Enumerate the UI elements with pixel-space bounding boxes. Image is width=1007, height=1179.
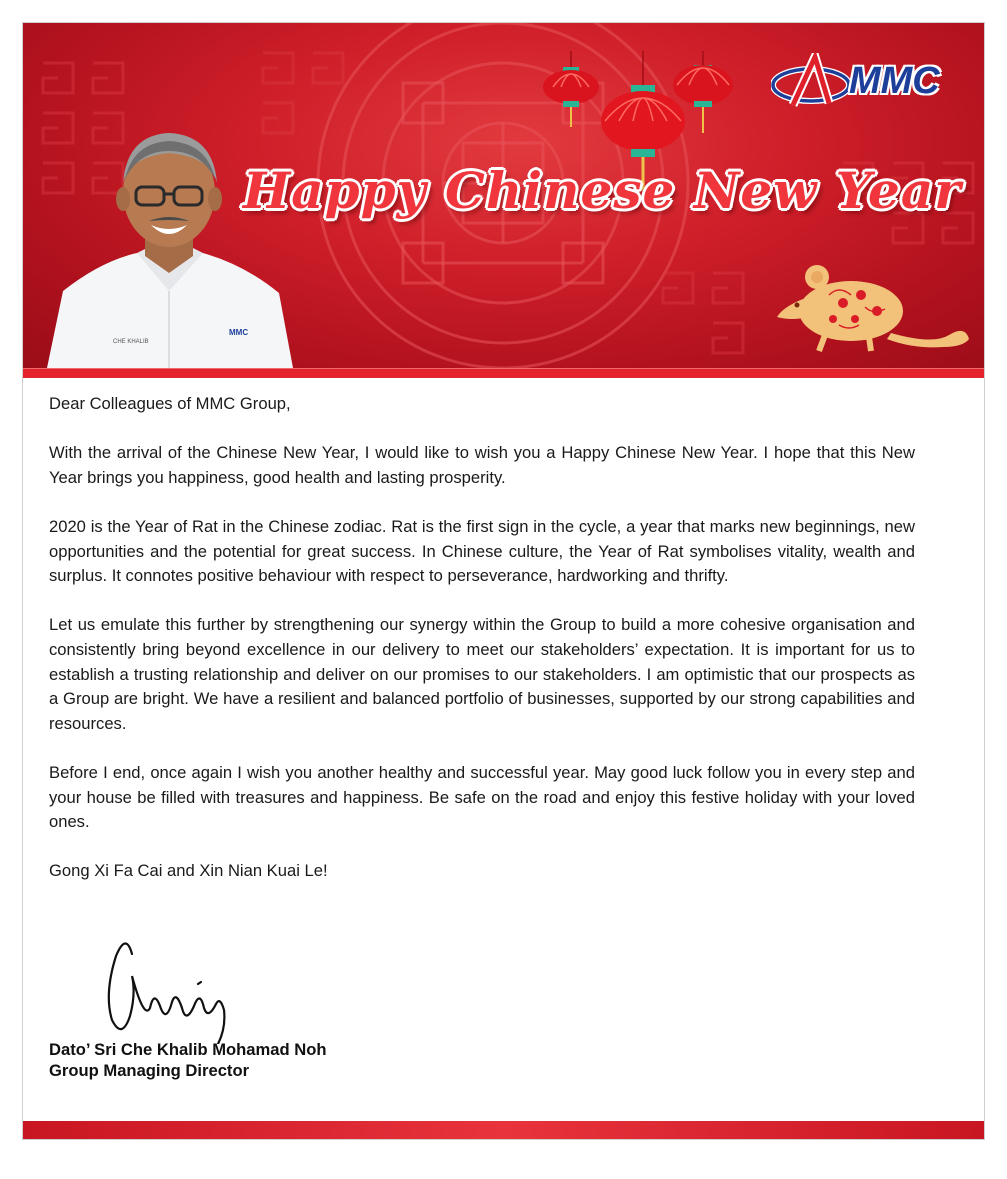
- signer-title: Group Managing Director: [49, 1061, 250, 1080]
- paragraph-4: Before I end, once again I wish you another healthy and successful year. May good luck follow you in every step and your house be filled with treasures and happiness. Be safe on the road and enjoy this festive holiday with your loved ones.: [49, 762, 915, 832]
- shirt-logo-text: MMC: [229, 328, 249, 337]
- mmc-logo-text: MMC: [849, 60, 940, 102]
- letter-body: [49, 392, 915, 908]
- banner-divider-strip: [23, 368, 984, 378]
- festive-banner: [23, 23, 984, 368]
- signer-block: [49, 1039, 327, 1081]
- paragraph-2: 2020 is the Year of Rat in the Chinese zodiac. Rat is the first sign in the cycle, a year that marks new beginnings, new opportunities and the potential for great success. In Chinese culture, the Year of Rat symbolises vitality, wealth and surplus. It connotes positive behaviour with respect to perseverance, hardworking and thrifty.: [49, 516, 915, 586]
- shirt-name-text: CHE KHALIB: [113, 339, 149, 345]
- greeting-title: Happy Chinese New Year: [243, 161, 962, 220]
- rat-illustration: [773, 255, 973, 355]
- paragraph-3: Let us emulate this further by strengthening our synergy within the Group to build a more cohesive organisation and consistently bring beyond excellence in our delivery to meet our stakeholders’ expectation. It is important for us to establish a trusting relationship and deliver on our promises to our stakeholders. I am optimistic that our prospects as a Group are bright. We have a resilient and balanced portfolio of businesses, supported by our strong capabilities and resources.: [49, 615, 915, 733]
- paragraph-1: With the arrival of the Chinese New Year, I would like to wish you a Happy Chinese New Year. I hope that this New Year brings you happiness, good health and lasting prosperity.: [49, 443, 915, 487]
- signer-name: Dato’ Sri Che Khalib Mohamad Noh: [49, 1040, 327, 1059]
- closing-line: Gong Xi Fa Cai and Xin Nian Kuai Le!: [49, 861, 328, 881]
- executive-portrait: [41, 121, 299, 368]
- footer-strip: [23, 1121, 984, 1139]
- salutation: Dear Colleagues of MMC Group,: [49, 394, 291, 413]
- handwritten-signature: [92, 924, 242, 1044]
